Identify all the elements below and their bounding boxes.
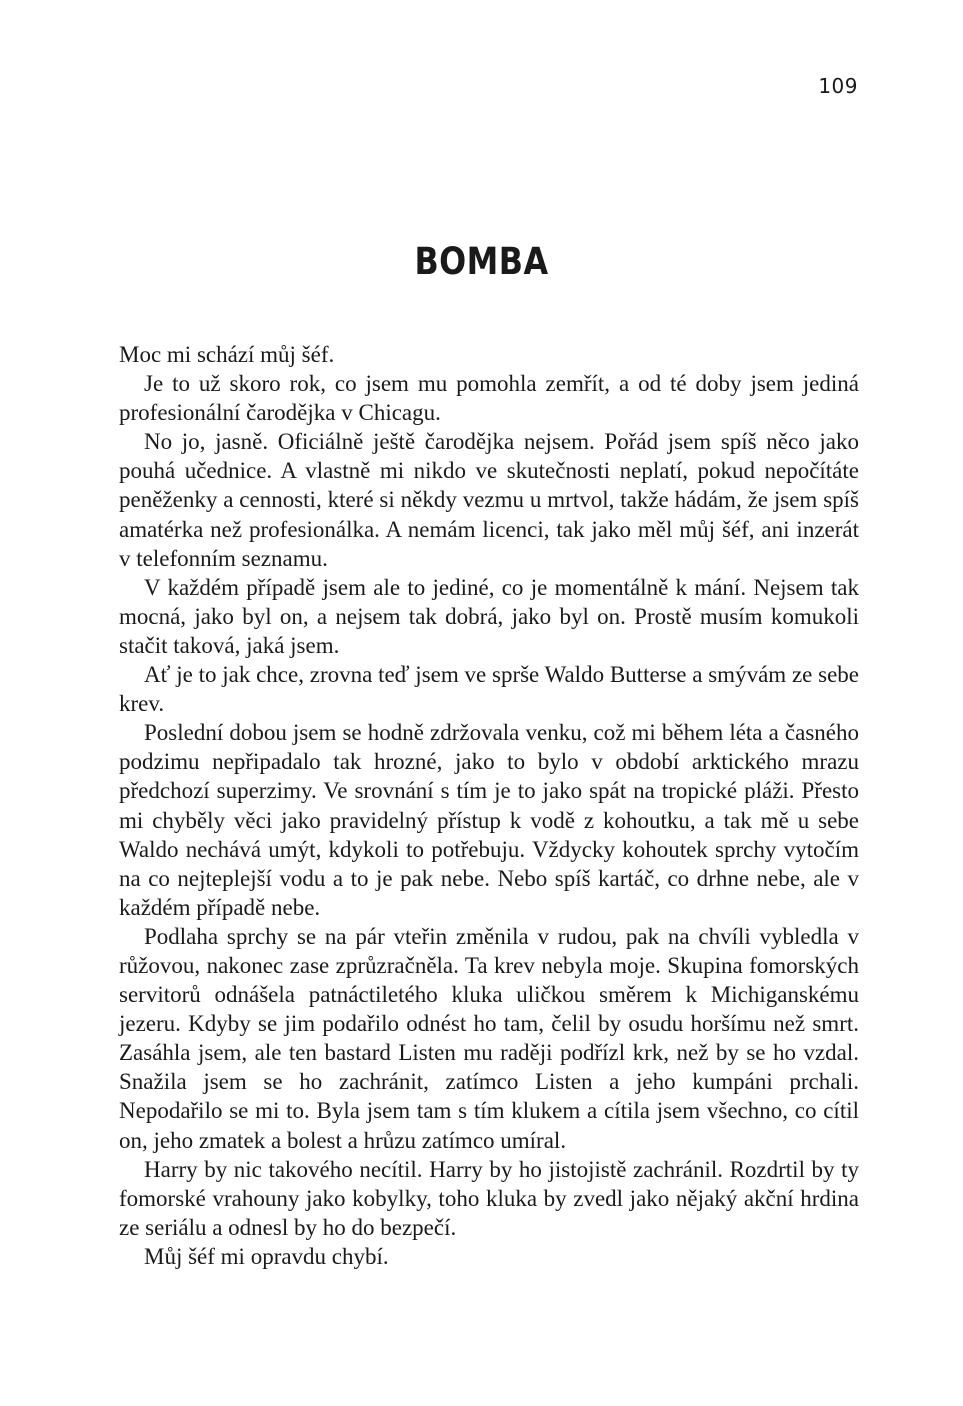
- page-number: 109: [818, 74, 858, 98]
- paragraph: Moc mi schází můj šéf.: [119, 342, 335, 367]
- body-text: [119, 340, 859, 1271]
- chapter-title: BOMBA: [414, 240, 549, 283]
- paragraph: Podlaha sprchy se na pár vteřin změnila v rudou, pak na chvíli vybledla v růžovou, nakonec zase zprůzračněla. Ta krev nebyla moje. Skupina fomorských servitorů odnášela patnáctiletého kluka uličkou směrem k Michiganskému jezeru. Kdyby se jim podařilo odnést ho tam, čelil by osudu horšímu než smrt. Zasáhla jsem, ale ten bastard Listen mu raději podřízl krk, než by se ho vzdal. Snažila jsem se ho zachránit, zatímco Listen a jeho kumpáni prchali. Nepodařilo se mi to. Byla jsem tam s tím klukem a cítila jsem všechno, co cítil on, jeho zmatek a bolest a hrůzu zatímco umíral.: [119, 923, 859, 1153]
- paragraph: Ať je to jak chce, zrovna teď jsem ve sprše Waldo Butterse a smývám ze sebe krev.: [119, 662, 859, 717]
- paragraph: Poslední dobou jsem se hodně zdržovala venku, což mi během léta a časného podzimu nepřipadalo tak hrozné, jako to bylo v období arktického mrazu předchozí superzimy. Ve srovnání s tím je to jako spát na tropické pláži. Přesto mi chyběly věci jako pravidelný přístup k vodě z kohoutku, a tak mě u sebe Waldo nechává umýt, kdykoli to potřebuju. Vždycky kohoutek sprchy vytočím na co nejteplejší vodu a to je pak nebe. Nebo spíš kartáč, co drhne nebe, ale v každém případě nebe.: [119, 720, 859, 920]
- paragraph: V každém případě jsem ale to jediné, co je momentálně k mání. Nejsem tak mocná, jako byl on, a nejsem tak dobrá, jako byl on. Prostě musím komukoli stačit taková, jaká jsem.: [119, 574, 859, 658]
- paragraph: Harry by nic takového necítil. Harry by ho jistojistě zachránil. Rozdrtil by ty fomorské vrahouny jako kobylky, toho kluka by zvedl jako nějaký akční hrdina ze seriálu a odnesl by ho do bezpečí.: [119, 1156, 859, 1240]
- paragraph: Můj šéf mi opravdu chybí.: [144, 1243, 389, 1269]
- paragraph: No jo, jasně. Oficiálně ještě čarodějka nejsem. Pořád jsem spíš něco jako pouhá učednice. A vlastně mi nikdo ve skutečnosti neplatí, pokud nepočítáte peněženky a cennosti, které si někdy vezmu u mrtvol, takže hádám, že jsem spíš amatérka než profesionálka. A nemám licenci, tak jako měl můj šéf, ani inzerát v telefonním seznamu.: [119, 429, 859, 571]
- paragraph: Je to už skoro rok, co jsem mu pomohla zemřít, a od té doby jsem jediná profesionální čarodějka v Chicagu.: [119, 371, 859, 426]
